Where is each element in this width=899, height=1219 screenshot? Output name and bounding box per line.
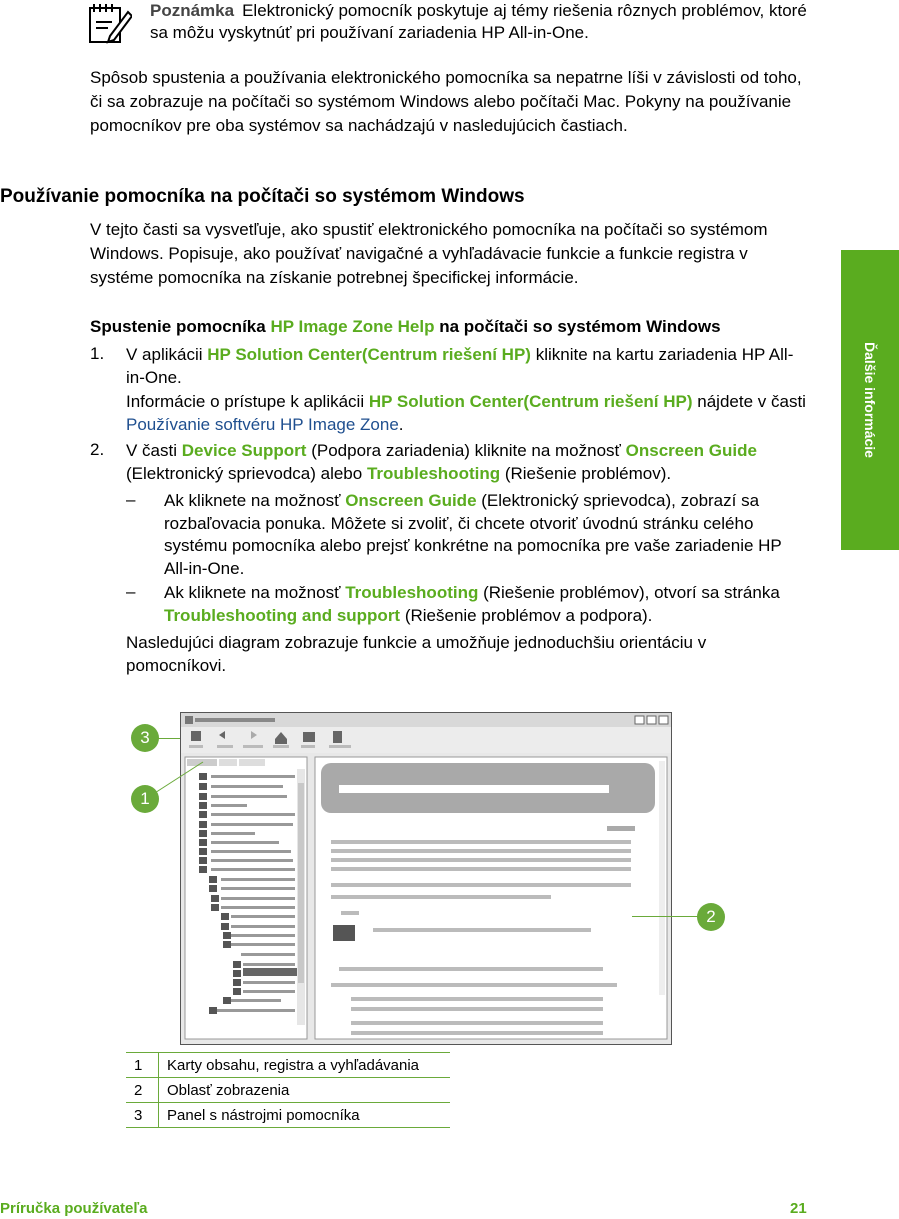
step-1-info-link[interactable]: Používanie softvéru HP Image Zone [126,414,399,434]
index-tab [219,759,237,766]
callout-2: 2 [697,903,725,931]
dash-1 [164,490,809,580]
footer-title: Príručka používateľa [0,1200,148,1217]
note-icon [88,2,132,44]
dash-1-a: Ak kliknete na možnosť [164,491,341,510]
nav-scroll-thumb [298,783,304,983]
minimize-button [635,716,644,724]
step-1-c: kliknite na kartu zariadenia HP All-in-One. [126,345,794,387]
legend-label: Oblasť zobrazenia [159,1078,451,1103]
subheading-post: na počítači so systémom Windows [439,317,721,336]
maximize-button [647,716,656,724]
dash-1-c: (Elektronický sprievodca), zobrazí sa rozbaľovacia ponuka. Môžete si zvoliť, či chcete otvoriť úvodnú stránku celého systému pomocníka alebo prejsť konkrétne na pomocníka pre vaše zariadenie HP All-in-One. [164,491,782,578]
section-paragraph: V tejto časti sa vysvetľuje, ako spustiť elektronického pomocníka na počítači so systémom Windows. Popisuje, ako používať navigačné a vyhľadávacie funkcie a funkcie registra v systéme pomocníka na získanie potrebnej špecifickej informácie. [90,220,768,287]
step-2-c: (Podpora zariadenia) kliknite na možnosť [311,441,621,460]
side-tab [841,250,899,550]
callout-2-line [632,916,698,917]
dash-1-onscreen-guide: Onscreen Guide [345,491,477,510]
video-icon [333,925,355,941]
view-scrollbar [659,761,665,995]
legend-row [126,1103,450,1128]
legend-row [126,1078,450,1103]
section-heading: Používanie pomocníka na počítači so systémom Windows [0,186,525,207]
app-icon [185,716,193,724]
step-2-troubleshooting: Troubleshooting [366,463,501,483]
callout-1: 1 [131,785,159,813]
legend-label: Panel s nástrojmi pomocníka [159,1103,451,1128]
legend-number: 2 [126,1078,159,1103]
step-1-info-a: Informácie o prístupe k aplikácii [126,392,365,411]
callout-3: 3 [131,724,159,752]
close-button [659,716,668,724]
note-label: Poznámka [150,1,235,20]
help-toolbar [181,727,671,753]
topic-title-placeholder [339,785,609,793]
step-1 [126,344,806,389]
legend-row [126,1053,450,1078]
dash-1-mark: – [126,490,136,509]
window-title-placeholder [195,718,275,722]
step-2-number: 2. [90,440,105,459]
help-window-screenshot [180,712,672,1045]
legend-number: 1 [126,1053,159,1078]
options-icon [333,731,342,743]
dash-2-e: (Riešenie problémov a podpora). [404,605,653,625]
step-2-device-support: Device Support [181,441,307,460]
step-2-onscreen-guide: Onscreen Guide [625,441,757,460]
legend-number: 3 [126,1103,159,1128]
dash-2-mark: – [126,582,136,601]
dash-2-troubleshooting: Troubleshooting [345,583,479,602]
step-1-info-d: . [398,414,404,434]
step-2-a: V časti [126,441,178,460]
intro-paragraph: Spôsob spustenia a používania elektronického pomocníka sa nepatrne líši v závislosti od toho, či sa zobrazuje na počítači so systémom Windows alebo počítači Mac. Pokyny na používanie pomocníkov pre oba systémov sa nachádzajú v nasledujúcich častiach. [90,68,802,135]
diagram-intro: Nasledujúci diagram zobrazuje funkcie a umožňuje jednoduchšiu orientáciu v pomocníkovi. [126,633,707,675]
step-1-info-c: nájdete v časti [697,392,806,411]
subheading-product: HP Image Zone Help [270,317,435,336]
dash-2 [164,582,809,627]
dash-2-a: Ak kliknete na možnosť [164,583,341,602]
step-2-g: (Riešenie problémov). [504,463,672,483]
subheading [90,317,721,337]
hide-icon [191,731,201,741]
selected-topic [243,968,297,976]
note [150,0,810,44]
print-icon [303,732,315,742]
dash-2-c: (Riešenie problémov), otvorí sa stránka [483,583,780,602]
search-tab [239,759,265,766]
page-number: 21 [790,1200,807,1217]
legend-table [126,1052,450,1128]
subheading-pre: Spustenie pomocníka [90,317,266,336]
step-2-e: (Elektronický sprievodca) alebo [126,463,363,483]
legend-label: Karty obsahu, registra a vyhľadávania [159,1053,451,1078]
step-2 [126,440,806,485]
step-1-info [126,391,806,436]
note-text: Elektronický pomocník poskytuje aj témy riešenia rôznych problémov, ktoré sa môžu vyskytnúť pri používaní zariadenia HP All-in-One. [150,1,807,42]
step-1-info-app: HP Solution Center(Centrum riešení HP) [368,392,693,411]
dash-2-troubleshooting-support: Troubleshooting and support [164,605,401,625]
side-tab-label: Ďalšie informácie [862,342,878,458]
help-window-drawing [181,713,671,1044]
step-1-app: HP Solution Center(Centrum riešení HP) [207,345,531,364]
step-1-a: V aplikácii [126,345,203,364]
step-1-number: 1. [90,344,105,363]
